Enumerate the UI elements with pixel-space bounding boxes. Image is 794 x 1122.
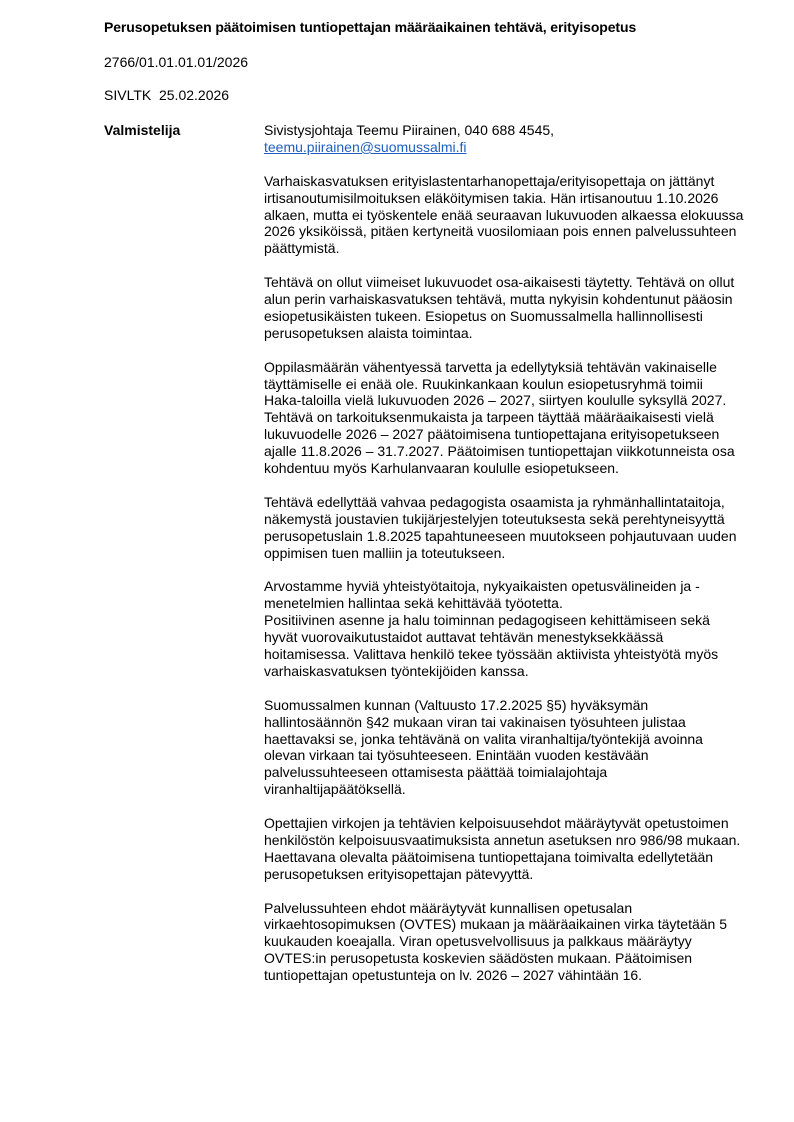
preparer-label: Valmistelija [104, 122, 181, 138]
paragraph: Suomussalmen kunnan (Valtuusto 17.2.2025 §5) hyväksymän hallintosäännön §42 mukaan viran tai vakinaisen työsuhteen julistaa haettavaksi se, jonka tehtävänä on valita viranhaltija/työntekijä avoinna olevan virkaan tai työsuhteeseen. Enintään vuoden kestävään palvelussuhteeseen ottamisesta päättää toimialajohtaja viranhaltijapäätöksellä. [264, 696, 703, 798]
paragraph: Tehtävä edellyttää vahvaa pedagogista osaamista ja ryhmänhallintataitoja, näkemystä joustavien tukijärjestelyjen toteutuksesta sekä perehtyneisyyttä perusopetuslain 1.8.2025 tapahtuneeseen muutokseen pohjautuvaan uuden oppimisen tuen malliin ja toteutukseen. [264, 493, 737, 561]
paragraph: Positiivinen asenne ja halu toiminnan pedagogiseen kehittämiseen sekä hyvät vuorovaikutustaidot auttavat tehtävän menestyksekkäässä hoitamisessa. Valittava henkilö tekee työssään aktiivista yhteistyötä myös varhaiskasvatuksen työntekijöiden kanssa. [264, 612, 719, 679]
document-body [264, 122, 744, 1001]
paragraph: Varhaiskasvatuksen erityislastentarhanopettaja/erityisopettaja on jättänyt irtisanoutumisilmoituksen eläköitymisen takia. Hän irtisanoutuu 1.10.2026 alkaen, mutta ei työskentele enää seuraavan lukuvuoden alkaessa elokuussa 2026 yksiköissä, pitäen kertyneitä vuosilomiaan pois ennen palvelussuhteen päättymistä. [264, 172, 744, 257]
paragraph: Opettajien virkojen ja tehtävien kelpoisuusehdot määräytyvät opetustoimen henkilöstön kelpoisuusvaatimuksista annetun asetuksen nro 986/98 mukaan. Haettavana olevalta päätoimisena tuntiopettajana toimivalta edellytetään perusopetuksen erityisopettajan pätevyyttä. [264, 815, 741, 882]
preparer-name: Sivistysjohtaja Teemu Piirainen, 040 688 4545, [264, 122, 555, 138]
document-title: Perusopetuksen päätoimisen tuntiopettajan määräaikainen tehtävä, erityisopetus [104, 19, 637, 35]
preparer-email-link[interactable]: teemu.piirainen@suomussalmi.fi [264, 138, 467, 155]
paragraph: Palvelussuhteen ehdot määräytyvät kunnallisen opetusalan virkaehtosopimuksen (OVTES) mukaan ja määräaikainen virka täytetään 5 kuukauden koeajalla. Viran opetusvelvollisuus ja palkkaus määräytyy OVTES:in perusopetusta koskevien säädösten mukaan. Päätoimisen tuntiopettajan opetustunteja on lv. 2026 – 2027 vähintään 16. [264, 899, 727, 984]
paragraph: Oppilasmäärän vähentyessä tarvetta ja edellytyksiä tehtävän vakinaiselle täyttämiselle ei enää ole. Ruukinkankaan koulun esiopetusryhmä toimii Haka-taloilla vielä lukuvuoden 2026 – 2027, siirtyen koululle syksyllä 2027. Tehtävä on tarkoituksenmukaista ja tarpeen täyttää määräaikaisesti vielä lukuvuodelle 2026 – 2027 päätoimisena tuntiopettajana erityisopetukseen ajalle 11.8.2026 – 31.7.2027. Päätoimisen tuntiopettajan viikkotunneista osa kohdentuu myös Karhulanvaaran koululle esiopetukseen. [264, 358, 735, 477]
preparer-info [264, 122, 744, 156]
paragraph: Tehtävä on ollut viimeiset lukuvuodet osa-aikaisesti täytetty. Tehtävä on ollut alun perin varhaiskasvatuksen tehtävä, mutta nykyisin kohdentunut pääosin esiopetusikäisten tukeen. Esiopetus on Suomussalmella hallinnollisesti perusopetuksen alaista toimintaa. [264, 274, 735, 341]
document-number: 2766/01.01.01.01/2026 [104, 54, 249, 70]
paragraph: Arvostamme hyviä yhteistyötaitoja, nykyaikaisten opetusvälineiden ja -menetelmien hallintaa sekä kehittävää työotetta. [264, 578, 700, 612]
session-date: SIVLTK 25.02.2026 [104, 87, 230, 103]
